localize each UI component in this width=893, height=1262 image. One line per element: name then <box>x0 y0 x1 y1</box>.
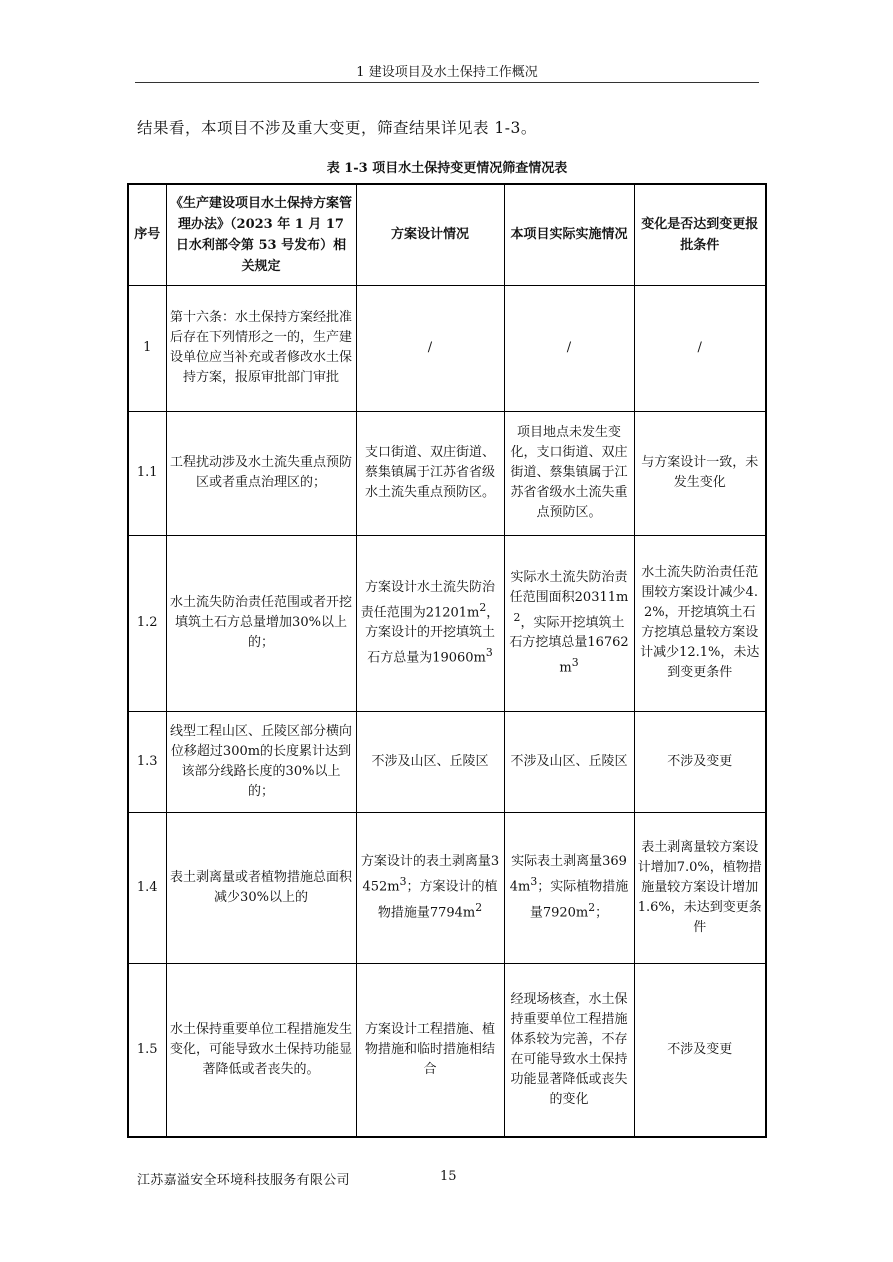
table-caption: 表 1-3 项目水土保持变更情况筛查情况表 <box>326 161 568 176</box>
design-text: ；方案设计的植物措施量7794m <box>377 879 498 920</box>
superscript: 3 <box>530 875 538 889</box>
cell-rule: 水土保持重要单位工程措施发生变化，可能导致水土保持功能显著降低或者丧失的。 <box>166 963 356 1137</box>
table-row <box>128 711 766 812</box>
table-row <box>128 812 766 963</box>
cell-design: 不涉及山区、丘陵区 <box>356 711 504 812</box>
table-row <box>128 963 766 1137</box>
cell-actual: 不涉及山区、丘陵区 <box>504 711 634 812</box>
cell-no: 1.2 <box>128 535 166 711</box>
cell-change: 不涉及变更 <box>634 711 766 812</box>
cell-rule: 第十六条：水土保持方案经批准后存在下列情形之一的，生产建设单位应当补充或者修改水土保持方案，报原审批部门审批 <box>166 285 356 411</box>
cell-change: 不涉及变更 <box>634 963 766 1137</box>
footer-company: 江苏嘉溢安全环境科技服务有限公司 <box>137 1173 350 1188</box>
cell-no: 1 <box>128 285 166 411</box>
running-header: 1 建设项目及水土保持工作概况 <box>356 65 538 80</box>
cell-design <box>356 535 504 711</box>
superscript: 3 <box>399 875 407 889</box>
change-screening-table <box>127 183 767 1138</box>
table-row <box>128 411 766 535</box>
header-rule <box>135 82 759 83</box>
cell-actual <box>504 535 634 711</box>
table-header-row <box>128 184 766 285</box>
cell-actual <box>504 812 634 963</box>
cell-rule: 工程扰动涉及水土流失重点预防区或者重点治理区的； <box>166 411 356 535</box>
page-number: 15 <box>440 1169 457 1184</box>
actual-text: ，实际开挖填筑土石方挖填总量16762m <box>509 615 629 676</box>
cell-design: / <box>356 285 504 411</box>
cell-change: 水土流失防治责任范围较方案设计减少4.2%，开挖填筑土石方挖填总量较方案设计减少12.1%，未达到变更条件 <box>634 535 766 711</box>
cell-rule: 表土剥离量或者植物措施总面积减少30%以上的 <box>166 812 356 963</box>
table-row <box>128 535 766 711</box>
superscript: 2 <box>513 610 521 624</box>
header-rule: 《生产建设项目水土保持方案管理办法》（2023 年 1 月 17 日水利部令第 53 号发布）相关规定 <box>166 184 356 285</box>
cell-no: 1.3 <box>128 711 166 812</box>
design-text: 方案设计水土流失防治责任范围为21201m <box>360 579 495 620</box>
actual-text: 实际表土剥离量3694m <box>509 854 627 895</box>
cell-rule: 水土流失防治责任范围或者开挖填筑土石方总量增加30%以上的； <box>166 535 356 711</box>
cell-actual: 项目地点未发生变化，支口街道、双庄街道、蔡集镇属于江苏省省级水土流失重点预防区。 <box>504 411 634 535</box>
superscript: 2 <box>479 600 487 614</box>
cell-change: / <box>634 285 766 411</box>
cell-design: 方案设计工程措施、植物措施和临时措施相结合 <box>356 963 504 1137</box>
superscript: 3 <box>485 646 493 659</box>
cell-change: 表土剥离量较方案设计增加7.0%，植物措施量较方案设计增加1.6%，未达到变更条件 <box>634 812 766 963</box>
cell-no: 1.1 <box>128 411 166 535</box>
design-text: ，方案设计的开挖填筑土石方总量为19060m <box>364 605 500 666</box>
cell-design: 支口街道、双庄街道、蔡集镇属于江苏省省级水土流失重点预防区。 <box>356 411 504 535</box>
actual-text: ；实际植物措施量7920m <box>529 879 629 920</box>
superscript: 2 <box>588 900 596 914</box>
cell-actual: / <box>504 285 634 411</box>
header-actual: 本项目实际实施情况 <box>504 184 634 285</box>
header-design: 方案设计情况 <box>356 184 504 285</box>
cell-no: 1.4 <box>128 812 166 963</box>
cell-rule: 线型工程山区、丘陵区部分横向位移超过300m的长度累计达到该部分线路长度的30%以上的； <box>166 711 356 812</box>
cell-change: 与方案设计一致，未发生变化 <box>634 411 766 535</box>
superscript: 3 <box>571 656 579 669</box>
cell-design <box>356 812 504 963</box>
actual-text: ； <box>595 904 609 920</box>
intro-paragraph: 结果看，本项目不涉及重大变更，筛查结果详见表 1-3。 <box>137 119 537 137</box>
header-no: 序号 <box>128 184 166 285</box>
actual-text: 实际水土流失防治责任范围面积20311m <box>509 569 629 605</box>
design-text: 方案设计的表土剥离量3452m <box>360 854 500 895</box>
table-row <box>128 285 766 411</box>
header-change: 变化是否达到变更报批条件 <box>634 184 766 285</box>
cell-no: 1.5 <box>128 963 166 1137</box>
cell-actual: 经现场核查，水土保持重要单位工程措施体系较为完善，不存在可能导致水土保持功能显著降低或丧失的变化 <box>504 963 634 1137</box>
superscript: 2 <box>475 900 483 914</box>
